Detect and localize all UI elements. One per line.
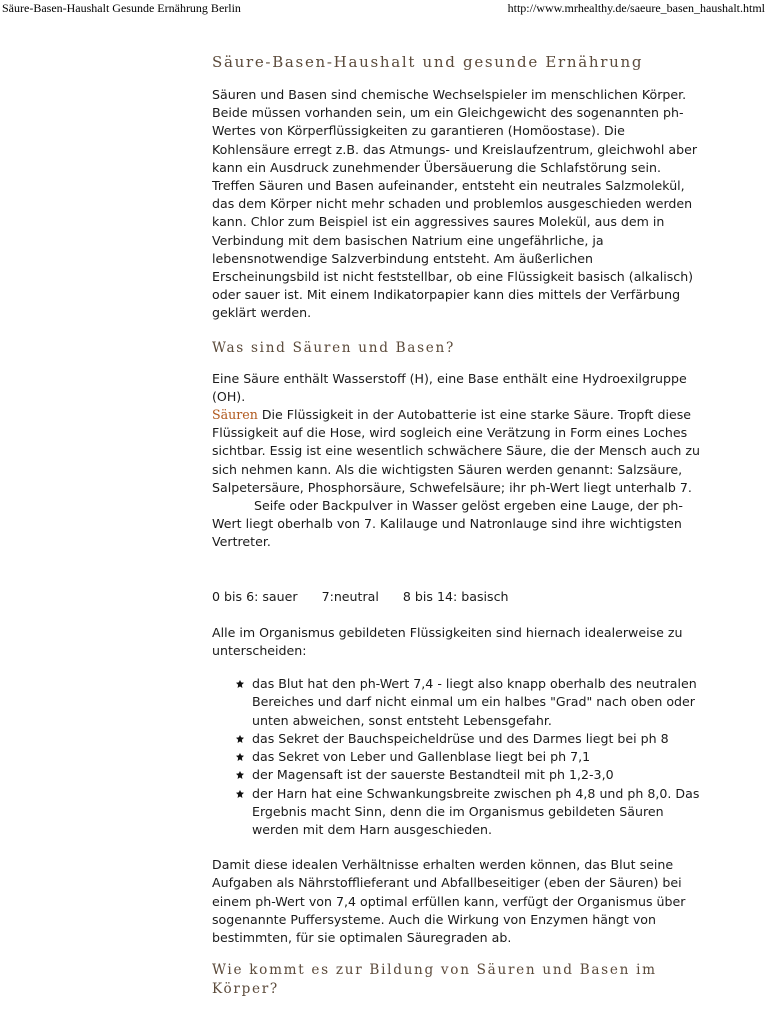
bullet-icon bbox=[236, 735, 244, 743]
acids-term: Säuren bbox=[212, 407, 258, 423]
ph-scale-basic: 8 bis 14: basisch bbox=[402, 588, 509, 604]
section-heading-acids-bases: Was sind Säuren und Basen? bbox=[212, 339, 455, 356]
print-header bbox=[0, 0, 768, 20]
list-item-text: das Sekret von Leber und Gallenblase liegt bei ph 7,1 bbox=[252, 749, 591, 765]
section-heading-formation: Wie kommt es zur Bildung von Säuren und Basen im Körper? bbox=[212, 962, 657, 998]
bullet-icon bbox=[236, 771, 244, 779]
ph-scale-acid: 0 bis 6: sauer bbox=[212, 588, 298, 604]
list-item bbox=[252, 785, 704, 840]
bases-paragraph bbox=[212, 497, 704, 552]
list-item bbox=[252, 675, 704, 730]
list-intro-paragraph: Alle im Organismus gebildeten Flüssigkeiten sind hiernach idealerweise zu unterscheiden: bbox=[212, 624, 683, 659]
list-item-text: das Sekret der Bauchspeicheldrüse und des Darmes liegt bei ph 8 bbox=[252, 730, 669, 746]
bullet-icon bbox=[236, 790, 244, 798]
print-header-url: http://www.mrhealthy.de/saeure_basen_haushalt.html bbox=[507, 1, 765, 15]
bases-text: Seife oder Backpulver in Wasser gelöst ergeben eine Lauge, der ph-Wert liegt oberhalb von 7. Kalilauge und Natronlauge sind ihre wichtigsten Vertreter. bbox=[212, 498, 683, 550]
list-item-text: das Blut hat den ph-Wert 7,4 - liegt also knapp oberhalb des neutralen Bereiches und darf nicht einmal um ein halbes "Grad" nach oben oder unten abweichen, sonst entsteht Lebensgefahr. bbox=[252, 676, 697, 728]
bullet-icon bbox=[236, 680, 244, 688]
list-item bbox=[252, 748, 704, 766]
acids-paragraph bbox=[212, 406, 704, 497]
acids-text: Die Flüssigkeit in der Autobatterie ist eine starke Säure. Tropft diese Flüssigkeit auf die Hose, wird sogleich eine Verätzung in Form eines Loches sichtbar. Essig ist eine wesentlich schwächere Säure, die der Mensch auch zu sich nehmen kann. Als die wichtigsten Säuren werden genannt: Salzsäure, Salpetersäure, Phosphorsäure, Schwefelsäure; ihr ph-Wert liegt unterhalb 7. bbox=[212, 407, 700, 495]
ph-scale-line bbox=[212, 588, 704, 606]
list-item bbox=[252, 730, 704, 748]
list-item bbox=[252, 766, 704, 784]
list-item-text: der Harn hat eine Schwankungsbreite zwischen ph 4,8 und ph 8,0. Das Ergebnis macht Sinn, denn die im Organismus gebildeten Säuren werden mit dem Harn ausgeschieden. bbox=[252, 785, 700, 837]
closing-paragraph: Damit diese idealen Verhältnisse erhalten werden können, das Blut seine Aufgaben als Nährstofflieferant und Abfallbeseitiger (eben der Säuren) bei einem ph-Wert von 7,4 optimal erfüllen kann, verfügt der Organismus über sogenannte Puffersysteme. Auch die Wirkung von Enzymen hängt von bestimmten, für sie optimalen Säuregraden ab. bbox=[212, 857, 686, 945]
article bbox=[212, 52, 704, 1011]
page-title: Säure-Basen-Haushalt und gesunde Ernährung bbox=[212, 53, 644, 71]
ph-values-list bbox=[212, 675, 704, 839]
list-item-text: der Magensaft ist der sauerste Bestandteil mit ph 1,2-3,0 bbox=[252, 767, 614, 783]
definition-paragraph: Eine Säure enthält Wasserstoff (H), eine Base enthält eine Hydroexilgruppe (OH). bbox=[212, 370, 687, 404]
intro-paragraph: Säuren und Basen sind chemische Wechselspieler im menschlichen Körper. Beide müssen vorhanden sein, um ein Gleichgewicht des sogenannten ph-Wertes von Körperflüssigkeiten zu garantieren (Homöostase). Die Kohlensäure erregt z.B. das Atmungs- und Kreislaufzentrum, gleichwohl aber kann ein Ausdruck zunehmender Übersäuerung die Schlafstörung sein. Treffen Säuren und Basen aufeinander, entsteht ein neutrales Salzmolekül, das dem Körper nicht mehr schaden und problemlos ausgeschieden werden kann. Chlor zum Beispiel ist ein aggressives saures Molekül, aus dem in Verbindung mit dem basischen Natrium eine ungefährliche, ja lebensnotwendige Salzverbindung entsteht. Am äußerlichen Erscheinungsbild ist nicht feststellbar, ob eine Flüssigkeit basisch (alkalisch) oder sauer ist. Mit einem Indikatorpapier kann dies mittels der Verfärbung geklärt werden. bbox=[212, 87, 697, 321]
ph-scale-neutral: 7:neutral bbox=[321, 588, 379, 604]
print-header-title: Säure-Basen-Haushalt Gesunde Ernährung Berlin bbox=[2, 1, 241, 15]
bullet-icon bbox=[236, 753, 244, 761]
